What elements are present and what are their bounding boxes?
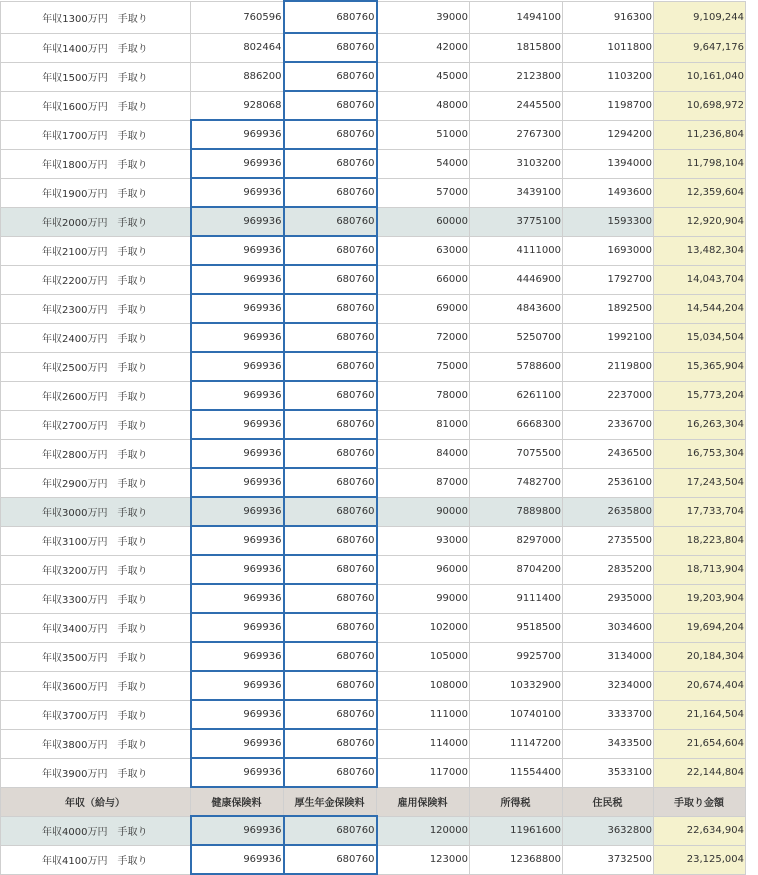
income-label-cell[interactable]: 年収3600万円 手取り bbox=[1, 671, 191, 700]
employment-insurance-cell[interactable]: 108000 bbox=[377, 671, 470, 700]
resident-tax-cell[interactable]: 1992100 bbox=[563, 323, 654, 352]
employment-insurance-cell[interactable]: 96000 bbox=[377, 555, 470, 584]
takehome-amount-cell[interactable]: 17,733,704 bbox=[654, 497, 746, 526]
income-label-cell[interactable]: 年収1800万円 手取り bbox=[1, 149, 191, 178]
takehome-amount-cell[interactable]: 21,654,604 bbox=[654, 729, 746, 758]
resident-tax-cell[interactable]: 1294200 bbox=[563, 120, 654, 149]
table-row bbox=[1, 265, 758, 294]
table-row bbox=[1, 352, 758, 381]
income-label-cell[interactable]: 年収2200万円 手取り bbox=[1, 265, 191, 294]
pension-insurance-cell[interactable]: 680760 bbox=[284, 497, 377, 526]
health-insurance-cell[interactable]: 969936 bbox=[191, 584, 284, 613]
pension-insurance-cell[interactable]: 680760 bbox=[284, 120, 377, 149]
header-takehome-amount[interactable]: 手取り金額 bbox=[654, 787, 746, 816]
pension-insurance-cell[interactable]: 680760 bbox=[284, 816, 377, 845]
table-header-row-group bbox=[1, 787, 758, 816]
health-insurance-cell[interactable]: 802464 bbox=[191, 33, 284, 62]
table-row bbox=[1, 468, 758, 497]
health-insurance-cell[interactable]: 969936 bbox=[191, 352, 284, 381]
income-label-cell[interactable]: 年収4100万円 手取り bbox=[1, 845, 191, 874]
health-insurance-cell[interactable]: 969936 bbox=[191, 613, 284, 642]
income-tax-cell[interactable]: 5788600 bbox=[470, 352, 563, 381]
income-label-cell[interactable]: 年収2400万円 手取り bbox=[1, 323, 191, 352]
pension-insurance-cell[interactable]: 680760 bbox=[284, 149, 377, 178]
income-label-cell[interactable]: 年収2500万円 手取り bbox=[1, 352, 191, 381]
blank-cell bbox=[746, 265, 758, 294]
blank-cell bbox=[746, 816, 758, 845]
health-insurance-cell[interactable]: 969936 bbox=[191, 120, 284, 149]
blank-cell bbox=[746, 729, 758, 758]
pension-insurance-cell[interactable]: 680760 bbox=[284, 439, 377, 468]
resident-tax-cell[interactable]: 3333700 bbox=[563, 700, 654, 729]
income-label-cell[interactable]: 年収3200万円 手取り bbox=[1, 555, 191, 584]
takehome-amount-cell[interactable]: 20,674,404 bbox=[654, 671, 746, 700]
resident-tax-cell[interactable]: 2635800 bbox=[563, 497, 654, 526]
income-label-cell[interactable]: 年収3700万円 手取り bbox=[1, 700, 191, 729]
pension-insurance-cell[interactable]: 680760 bbox=[284, 323, 377, 352]
blank-cell bbox=[746, 120, 758, 149]
blank-cell bbox=[746, 613, 758, 642]
income-label-cell[interactable]: 年収2300万円 手取り bbox=[1, 294, 191, 323]
blank-cell bbox=[746, 1, 758, 33]
health-insurance-cell[interactable]: 969936 bbox=[191, 468, 284, 497]
health-insurance-cell[interactable]: 969936 bbox=[191, 729, 284, 758]
pension-insurance-cell[interactable]: 680760 bbox=[284, 526, 377, 555]
employment-insurance-cell[interactable]: 90000 bbox=[377, 497, 470, 526]
takehome-amount-cell[interactable]: 19,694,204 bbox=[654, 613, 746, 642]
takehome-amount-cell[interactable]: 12,359,604 bbox=[654, 178, 746, 207]
income-tax-cell[interactable]: 2445500 bbox=[470, 91, 563, 120]
blank-cell bbox=[746, 468, 758, 497]
income-tax-cell[interactable]: 9925700 bbox=[470, 642, 563, 671]
blank-cell bbox=[746, 671, 758, 700]
income-tax-cell[interactable]: 1494100 bbox=[470, 1, 563, 33]
income-tax-cell[interactable]: 7889800 bbox=[470, 497, 563, 526]
income-tax-cell[interactable]: 4843600 bbox=[470, 294, 563, 323]
income-tax-cell[interactable]: 12368800 bbox=[470, 845, 563, 874]
health-insurance-cell[interactable]: 969936 bbox=[191, 758, 284, 787]
income-tax-cell[interactable]: 3103200 bbox=[470, 149, 563, 178]
table-row bbox=[1, 613, 758, 642]
income-tax-cell[interactable]: 11554400 bbox=[470, 758, 563, 787]
pension-insurance-cell[interactable]: 680760 bbox=[284, 758, 377, 787]
income-label-cell[interactable]: 年収1500万円 手取り bbox=[1, 62, 191, 91]
resident-tax-cell[interactable]: 1103200 bbox=[563, 62, 654, 91]
pension-insurance-cell[interactable]: 680760 bbox=[284, 1, 377, 33]
health-insurance-cell[interactable]: 969936 bbox=[191, 236, 284, 265]
employment-insurance-cell[interactable]: 63000 bbox=[377, 236, 470, 265]
table-row bbox=[1, 410, 758, 439]
blank-cell bbox=[746, 149, 758, 178]
blank-cell bbox=[746, 584, 758, 613]
pension-insurance-cell[interactable]: 680760 bbox=[284, 468, 377, 497]
takehome-amount-cell[interactable]: 16,753,304 bbox=[654, 439, 746, 468]
employment-insurance-cell[interactable]: 72000 bbox=[377, 323, 470, 352]
table-row bbox=[1, 816, 758, 845]
income-label-cell[interactable]: 年収3800万円 手取り bbox=[1, 729, 191, 758]
employment-insurance-cell[interactable]: 105000 bbox=[377, 642, 470, 671]
pension-insurance-cell[interactable]: 680760 bbox=[284, 236, 377, 265]
health-insurance-cell[interactable]: 969936 bbox=[191, 323, 284, 352]
pension-insurance-cell[interactable]: 680760 bbox=[284, 91, 377, 120]
resident-tax-cell[interactable]: 2119800 bbox=[563, 352, 654, 381]
health-insurance-cell[interactable]: 969936 bbox=[191, 497, 284, 526]
employment-insurance-cell[interactable]: 57000 bbox=[377, 178, 470, 207]
pension-insurance-cell[interactable]: 680760 bbox=[284, 613, 377, 642]
takehome-amount-cell[interactable]: 22,634,904 bbox=[654, 816, 746, 845]
employment-insurance-cell[interactable]: 114000 bbox=[377, 729, 470, 758]
income-tax-cell[interactable]: 8704200 bbox=[470, 555, 563, 584]
resident-tax-cell[interactable]: 3034600 bbox=[563, 613, 654, 642]
income-tax-cell[interactable]: 3439100 bbox=[470, 178, 563, 207]
blank-cell bbox=[746, 207, 758, 236]
table-row bbox=[1, 1, 758, 33]
takehome-amount-cell[interactable]: 16,263,304 bbox=[654, 410, 746, 439]
income-tax-cell[interactable]: 11961600 bbox=[470, 816, 563, 845]
table-row bbox=[1, 439, 758, 468]
income-tax-cell[interactable]: 6261100 bbox=[470, 381, 563, 410]
income-label-cell[interactable]: 年収3000万円 手取り bbox=[1, 497, 191, 526]
blank-cell bbox=[746, 352, 758, 381]
employment-insurance-cell[interactable]: 81000 bbox=[377, 410, 470, 439]
employment-insurance-cell[interactable]: 78000 bbox=[377, 381, 470, 410]
income-tax-cell[interactable]: 2767300 bbox=[470, 120, 563, 149]
header-pension-insurance[interactable]: 厚生年金保険料 bbox=[284, 787, 377, 816]
pension-insurance-cell[interactable]: 680760 bbox=[284, 352, 377, 381]
health-insurance-cell[interactable]: 969936 bbox=[191, 178, 284, 207]
income-tax-cell[interactable]: 2123800 bbox=[470, 62, 563, 91]
resident-tax-cell[interactable]: 2436500 bbox=[563, 439, 654, 468]
income-tax-cell[interactable]: 1815800 bbox=[470, 33, 563, 62]
blank-cell bbox=[746, 758, 758, 787]
income-tax-cell[interactable]: 7482700 bbox=[470, 468, 563, 497]
health-insurance-cell[interactable]: 969936 bbox=[191, 555, 284, 584]
blank-cell bbox=[746, 787, 758, 816]
income-tax-cell[interactable]: 4446900 bbox=[470, 265, 563, 294]
resident-tax-cell[interactable]: 1693000 bbox=[563, 236, 654, 265]
income-tax-cell[interactable]: 3775100 bbox=[470, 207, 563, 236]
blank-cell bbox=[746, 439, 758, 468]
health-insurance-cell[interactable]: 760596 bbox=[191, 1, 284, 33]
table-row bbox=[1, 526, 758, 555]
table-row bbox=[1, 294, 758, 323]
blank-cell bbox=[746, 294, 758, 323]
resident-tax-cell[interactable]: 2536100 bbox=[563, 468, 654, 497]
resident-tax-cell[interactable]: 1593300 bbox=[563, 207, 654, 236]
table-row bbox=[1, 236, 758, 265]
resident-tax-cell[interactable]: 1892500 bbox=[563, 294, 654, 323]
table-row bbox=[1, 584, 758, 613]
employment-insurance-cell[interactable]: 60000 bbox=[377, 207, 470, 236]
table-row bbox=[1, 845, 758, 874]
health-insurance-cell[interactable]: 969936 bbox=[191, 294, 284, 323]
health-insurance-cell[interactable]: 969936 bbox=[191, 439, 284, 468]
health-insurance-cell[interactable]: 969936 bbox=[191, 207, 284, 236]
pension-insurance-cell[interactable]: 680760 bbox=[284, 294, 377, 323]
income-label-cell[interactable]: 年収2000万円 手取り bbox=[1, 207, 191, 236]
employment-insurance-cell[interactable]: 39000 bbox=[377, 1, 470, 33]
income-label-cell[interactable]: 年収3500万円 手取り bbox=[1, 642, 191, 671]
header-income-tax[interactable]: 所得税 bbox=[470, 787, 563, 816]
income-tax-cell[interactable]: 9518500 bbox=[470, 613, 563, 642]
health-insurance-cell[interactable]: 969936 bbox=[191, 700, 284, 729]
resident-tax-cell[interactable]: 3234000 bbox=[563, 671, 654, 700]
takehome-amount-cell[interactable]: 9,647,176 bbox=[654, 33, 746, 62]
pension-insurance-cell[interactable]: 680760 bbox=[284, 381, 377, 410]
table-row bbox=[1, 33, 758, 62]
takehome-amount-cell[interactable]: 12,920,904 bbox=[654, 207, 746, 236]
takehome-amount-cell[interactable]: 11,236,804 bbox=[654, 120, 746, 149]
income-tax-cell[interactable]: 10740100 bbox=[470, 700, 563, 729]
takehome-amount-cell[interactable]: 14,043,704 bbox=[654, 265, 746, 294]
blank-cell bbox=[746, 178, 758, 207]
pension-insurance-cell[interactable]: 680760 bbox=[284, 584, 377, 613]
health-insurance-cell[interactable]: 969936 bbox=[191, 845, 284, 874]
income-tax-cell[interactable]: 8297000 bbox=[470, 526, 563, 555]
blank-cell bbox=[746, 497, 758, 526]
income-label-cell[interactable]: 年収2800万円 手取り bbox=[1, 439, 191, 468]
header-resident-tax[interactable]: 住民税 bbox=[563, 787, 654, 816]
table-row bbox=[1, 120, 758, 149]
pension-insurance-cell[interactable]: 680760 bbox=[284, 671, 377, 700]
resident-tax-cell[interactable]: 1792700 bbox=[563, 265, 654, 294]
income-tax-cell[interactable]: 6668300 bbox=[470, 410, 563, 439]
takehome-amount-cell[interactable]: 14,544,204 bbox=[654, 294, 746, 323]
resident-tax-cell[interactable]: 1011800 bbox=[563, 33, 654, 62]
employment-insurance-cell[interactable]: 69000 bbox=[377, 294, 470, 323]
income-label-cell[interactable]: 年収1400万円 手取り bbox=[1, 33, 191, 62]
blank-cell bbox=[746, 381, 758, 410]
employment-insurance-cell[interactable]: 93000 bbox=[377, 526, 470, 555]
income-label-cell[interactable]: 年収1900万円 手取り bbox=[1, 178, 191, 207]
takehome-amount-cell[interactable]: 23,125,004 bbox=[654, 845, 746, 874]
income-label-cell[interactable]: 年収3100万円 手取り bbox=[1, 526, 191, 555]
table-row bbox=[1, 758, 758, 787]
income-label-cell[interactable]: 年収1600万円 手取り bbox=[1, 91, 191, 120]
takehome-amount-cell[interactable]: 18,713,904 bbox=[654, 555, 746, 584]
table-row bbox=[1, 642, 758, 671]
resident-tax-cell[interactable]: 3134000 bbox=[563, 642, 654, 671]
health-insurance-cell[interactable]: 969936 bbox=[191, 642, 284, 671]
income-label-cell[interactable]: 年収4000万円 手取り bbox=[1, 816, 191, 845]
table-row bbox=[1, 497, 758, 526]
blank-cell bbox=[746, 236, 758, 265]
table-body-upper bbox=[1, 1, 758, 787]
resident-tax-cell[interactable]: 1394000 bbox=[563, 149, 654, 178]
table-row bbox=[1, 555, 758, 584]
health-insurance-cell[interactable]: 969936 bbox=[191, 149, 284, 178]
resident-tax-cell[interactable]: 3632800 bbox=[563, 816, 654, 845]
employment-insurance-cell[interactable]: 111000 bbox=[377, 700, 470, 729]
income-label-cell[interactable]: 年収3900万円 手取り bbox=[1, 758, 191, 787]
resident-tax-cell[interactable]: 1493600 bbox=[563, 178, 654, 207]
takehome-amount-cell[interactable]: 18,223,804 bbox=[654, 526, 746, 555]
pension-insurance-cell[interactable]: 680760 bbox=[284, 642, 377, 671]
pension-insurance-cell[interactable]: 680760 bbox=[284, 178, 377, 207]
employment-insurance-cell[interactable]: 99000 bbox=[377, 584, 470, 613]
takehome-amount-cell[interactable]: 9,109,244 bbox=[654, 1, 746, 33]
table-row bbox=[1, 178, 758, 207]
blank-cell bbox=[746, 91, 758, 120]
employment-insurance-cell[interactable]: 42000 bbox=[377, 33, 470, 62]
header-health-insurance[interactable]: 健康保険料 bbox=[191, 787, 284, 816]
employment-insurance-cell[interactable]: 48000 bbox=[377, 91, 470, 120]
health-insurance-cell[interactable]: 969936 bbox=[191, 526, 284, 555]
header-employment-insurance[interactable]: 雇用保険料 bbox=[377, 787, 470, 816]
resident-tax-cell[interactable]: 3732500 bbox=[563, 845, 654, 874]
health-insurance-cell[interactable]: 928068 bbox=[191, 91, 284, 120]
income-tax-cell[interactable]: 10332900 bbox=[470, 671, 563, 700]
table-row bbox=[1, 381, 758, 410]
table-row bbox=[1, 62, 758, 91]
pension-insurance-cell[interactable]: 680760 bbox=[284, 33, 377, 62]
takehome-amount-cell[interactable]: 21,164,504 bbox=[654, 700, 746, 729]
income-tax-cell[interactable]: 7075500 bbox=[470, 439, 563, 468]
employment-insurance-cell[interactable]: 123000 bbox=[377, 845, 470, 874]
health-insurance-cell[interactable]: 969936 bbox=[191, 381, 284, 410]
pension-insurance-cell[interactable]: 680760 bbox=[284, 700, 377, 729]
blank-cell bbox=[746, 323, 758, 352]
takehome-amount-cell[interactable]: 22,144,804 bbox=[654, 758, 746, 787]
resident-tax-cell[interactable]: 2735500 bbox=[563, 526, 654, 555]
pension-insurance-cell[interactable]: 680760 bbox=[284, 410, 377, 439]
table-row bbox=[1, 671, 758, 700]
blank-cell bbox=[746, 410, 758, 439]
income-tax-cell[interactable]: 11147200 bbox=[470, 729, 563, 758]
income-label-cell[interactable]: 年収2600万円 手取り bbox=[1, 381, 191, 410]
takehome-amount-cell[interactable]: 17,243,504 bbox=[654, 468, 746, 497]
resident-tax-cell[interactable]: 2237000 bbox=[563, 381, 654, 410]
pension-insurance-cell[interactable]: 680760 bbox=[284, 207, 377, 236]
health-insurance-cell[interactable]: 886200 bbox=[191, 62, 284, 91]
income-label-cell[interactable]: 年収2900万円 手取り bbox=[1, 468, 191, 497]
income-label-cell[interactable]: 年収2700万円 手取り bbox=[1, 410, 191, 439]
takehome-amount-cell[interactable]: 20,184,304 bbox=[654, 642, 746, 671]
pension-insurance-cell[interactable]: 680760 bbox=[284, 62, 377, 91]
resident-tax-cell[interactable]: 916300 bbox=[563, 1, 654, 33]
pension-insurance-cell[interactable]: 680760 bbox=[284, 845, 377, 874]
income-tax-cell[interactable]: 5250700 bbox=[470, 323, 563, 352]
employment-insurance-cell[interactable]: 75000 bbox=[377, 352, 470, 381]
table-row bbox=[1, 323, 758, 352]
employment-insurance-cell[interactable]: 87000 bbox=[377, 468, 470, 497]
blank-cell bbox=[746, 845, 758, 874]
takehome-amount-cell[interactable]: 15,034,504 bbox=[654, 323, 746, 352]
pension-insurance-cell[interactable]: 680760 bbox=[284, 729, 377, 758]
income-tax-cell[interactable]: 4111000 bbox=[470, 236, 563, 265]
employment-insurance-cell[interactable]: 66000 bbox=[377, 265, 470, 294]
resident-tax-cell[interactable]: 2835200 bbox=[563, 555, 654, 584]
income-tax-cell[interactable]: 9111400 bbox=[470, 584, 563, 613]
table-row bbox=[1, 91, 758, 120]
resident-tax-cell[interactable]: 1198700 bbox=[563, 91, 654, 120]
income-label-cell[interactable]: 年収1300万円 手取り bbox=[1, 1, 191, 33]
table-row bbox=[1, 729, 758, 758]
table-row bbox=[1, 207, 758, 236]
employment-insurance-cell[interactable]: 84000 bbox=[377, 439, 470, 468]
header-annual-income[interactable]: 年収（給与） bbox=[1, 787, 191, 816]
blank-cell bbox=[746, 33, 758, 62]
takehome-amount-cell[interactable]: 10,161,040 bbox=[654, 62, 746, 91]
blank-cell bbox=[746, 62, 758, 91]
table-row bbox=[1, 700, 758, 729]
income-label-cell[interactable]: 年収1700万円 手取り bbox=[1, 120, 191, 149]
table-body-lower bbox=[1, 816, 758, 874]
takehome-amount-cell[interactable]: 15,773,204 bbox=[654, 381, 746, 410]
income-label-cell[interactable]: 年収3300万円 手取り bbox=[1, 584, 191, 613]
resident-tax-cell[interactable]: 3433500 bbox=[563, 729, 654, 758]
employment-insurance-cell[interactable]: 51000 bbox=[377, 120, 470, 149]
income-label-cell[interactable]: 年収2100万円 手取り bbox=[1, 236, 191, 265]
health-insurance-cell[interactable]: 969936 bbox=[191, 265, 284, 294]
takehome-amount-cell[interactable]: 19,203,904 bbox=[654, 584, 746, 613]
pension-insurance-cell[interactable]: 680760 bbox=[284, 265, 377, 294]
header-row bbox=[1, 787, 758, 816]
takehome-amount-cell[interactable]: 11,798,104 bbox=[654, 149, 746, 178]
blank-cell bbox=[746, 555, 758, 584]
blank-cell bbox=[746, 700, 758, 729]
pension-insurance-cell[interactable]: 680760 bbox=[284, 555, 377, 584]
resident-tax-cell[interactable]: 2336700 bbox=[563, 410, 654, 439]
income-label-cell[interactable]: 年収3400万円 手取り bbox=[1, 613, 191, 642]
health-insurance-cell[interactable]: 969936 bbox=[191, 816, 284, 845]
health-insurance-cell[interactable]: 969936 bbox=[191, 671, 284, 700]
employment-insurance-cell[interactable]: 120000 bbox=[377, 816, 470, 845]
resident-tax-cell[interactable]: 3533100 bbox=[563, 758, 654, 787]
employment-insurance-cell[interactable]: 117000 bbox=[377, 758, 470, 787]
blank-cell bbox=[746, 642, 758, 671]
employment-insurance-cell[interactable]: 54000 bbox=[377, 149, 470, 178]
takehome-amount-cell[interactable]: 13,482,304 bbox=[654, 236, 746, 265]
blank-cell bbox=[746, 526, 758, 555]
employment-insurance-cell[interactable]: 45000 bbox=[377, 62, 470, 91]
employment-insurance-cell[interactable]: 102000 bbox=[377, 613, 470, 642]
takehome-amount-cell[interactable]: 15,365,904 bbox=[654, 352, 746, 381]
resident-tax-cell[interactable]: 2935000 bbox=[563, 584, 654, 613]
takehome-amount-cell[interactable]: 10,698,972 bbox=[654, 91, 746, 120]
health-insurance-cell[interactable]: 969936 bbox=[191, 410, 284, 439]
table-row bbox=[1, 149, 758, 178]
